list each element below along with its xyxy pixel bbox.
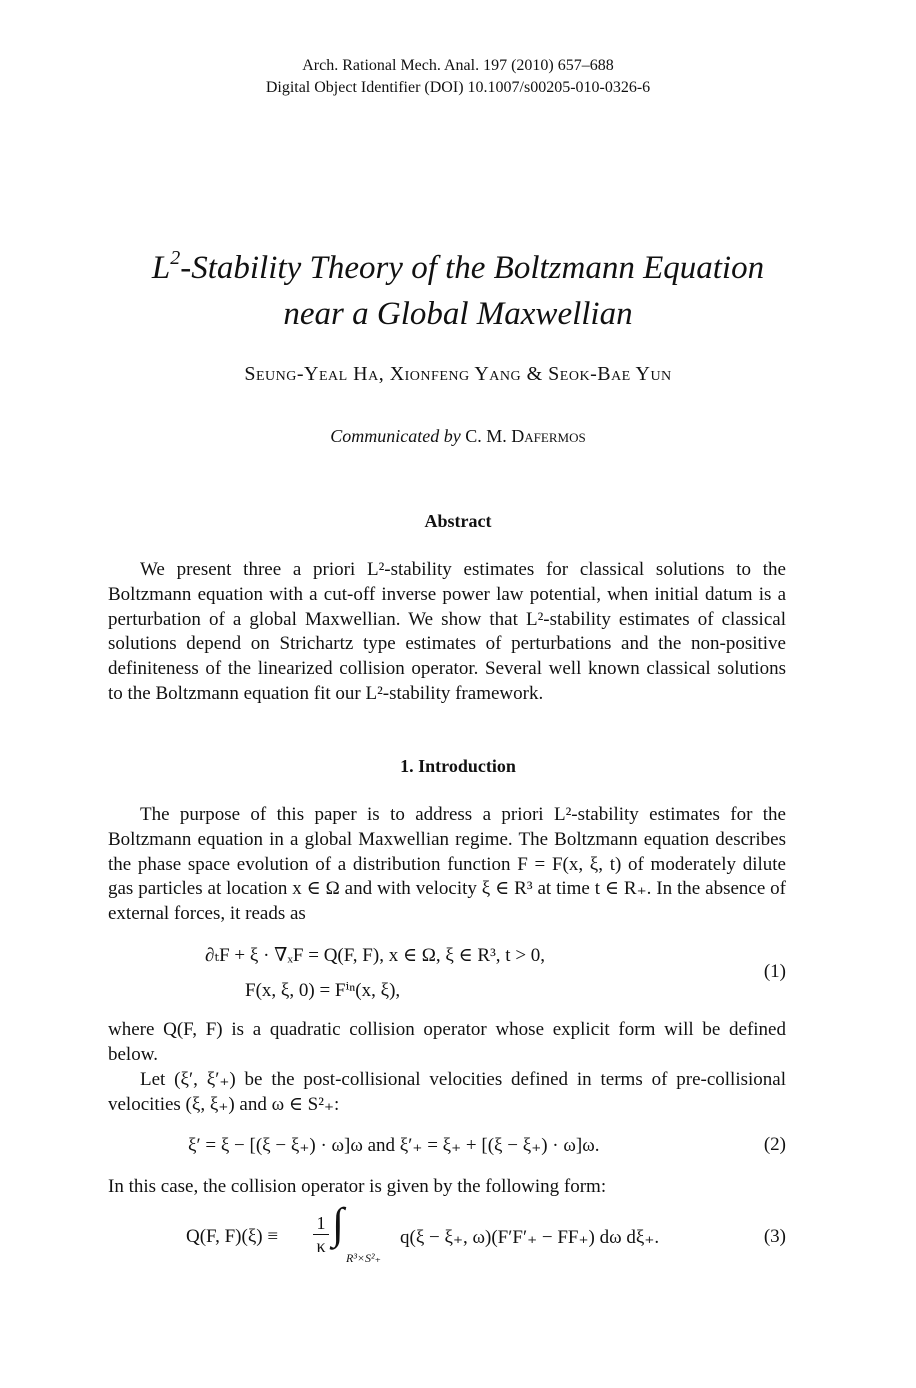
intro-paragraph-4: In this case, the collision operator is given by the following form: (108, 1176, 607, 1197)
editor-name: C. M. Dafermos (465, 426, 586, 446)
communicated-by (0, 426, 916, 447)
communicated-label: Communicated by (330, 426, 461, 446)
intro-paragraph-2: where Q(F, F) is a quadratic collision operator whose explicit form will be defined below. (108, 1019, 786, 1065)
equation-3-fraction (313, 1212, 329, 1257)
title-symbol: L (151, 250, 171, 286)
abstract-text: We present three a priori L²-stability estimates for classical solutions to the Boltzmann equation with a cut-off inverse power law potential, when initial datum is a perturbation of a global Maxwellian. We show that L²-stability estimates of classical solutions depend on Strichartz type estimates of perturbations and the non-positive definiteness of the linearized collision operator. Several well known classical solutions to the Boltzmann equation fit our L²-stability framework. (108, 559, 786, 704)
title-text-1: -Stability Theory of the Boltzmann Equation (180, 250, 765, 286)
integral-domain: R³×S²₊ (346, 1251, 381, 1265)
abstract-heading: Abstract (424, 511, 492, 531)
doi-line: Digital Object Identifier (DOI) 10.1007/s00205-010-0326-6 (265, 79, 651, 96)
journal-citation: Arch. Rational Mech. Anal. 197 (2010) 657–688 (302, 57, 614, 74)
equation-1-line-2: F(x, ξ, 0) = Fⁱⁿ(x, ξ), (245, 980, 401, 1001)
fraction-numerator: 1 (316, 1213, 326, 1233)
integral-sign: ∫ (332, 1199, 345, 1248)
equation-3-lhs: Q(F, F)(ξ) ≡ (186, 1226, 279, 1247)
intro-paragraph-1: The purpose of this paper is to address a priori L²-stability estimates for the Boltzmann equation in a global Maxwellian regime. The Boltzmann equation describes the phase space evolution of a distribution function F = F(x, ξ, t) of moderately dilute gas particles at location x ∈ Ω and with velocity ξ ∈ R³ at time t ∈ R₊. In the absence of external forces, it reads as (108, 804, 786, 925)
title-line-1 (0, 245, 916, 291)
equation-3-rhs: q(ξ − ξ₊, ω)(F′F′₊ − FF₊) dω dξ₊. (400, 1227, 660, 1248)
equation-2: ξ′ = ξ − [(ξ − ξ₊) · ω]ω and ξ′₊ = ξ₊ + [(ξ − ξ₊) · ω]ω. (188, 1135, 600, 1156)
intro-paragraph-3: Let (ξ′, ξ′₊) be the post-collisional velocities defined in terms of pre-collisional velocities (ξ, ξ₊) and ω ∈ S²₊: (108, 1069, 786, 1115)
title-line-2: near a Global Maxwellian (283, 296, 633, 332)
title-superscript: 2 (170, 247, 181, 269)
paper-title (0, 245, 916, 337)
equation-1-line-1: ∂ₜF + ξ · ∇ₓF = Q(F, F), x ∈ Ω, ξ ∈ R³, t > 0, (205, 945, 546, 966)
equation-1-number: (1) (763, 961, 786, 982)
author-list: Seung-Yeal Ha, Xionfeng Yang & Seok-Bae Yun (244, 363, 672, 385)
equation-2-number: (2) (763, 1134, 786, 1155)
equation-3-number: (3) (763, 1226, 786, 1247)
section-heading-introduction: 1. Introduction (400, 756, 516, 776)
fraction-denominator: κ (316, 1236, 326, 1256)
journal-header (0, 55, 916, 99)
